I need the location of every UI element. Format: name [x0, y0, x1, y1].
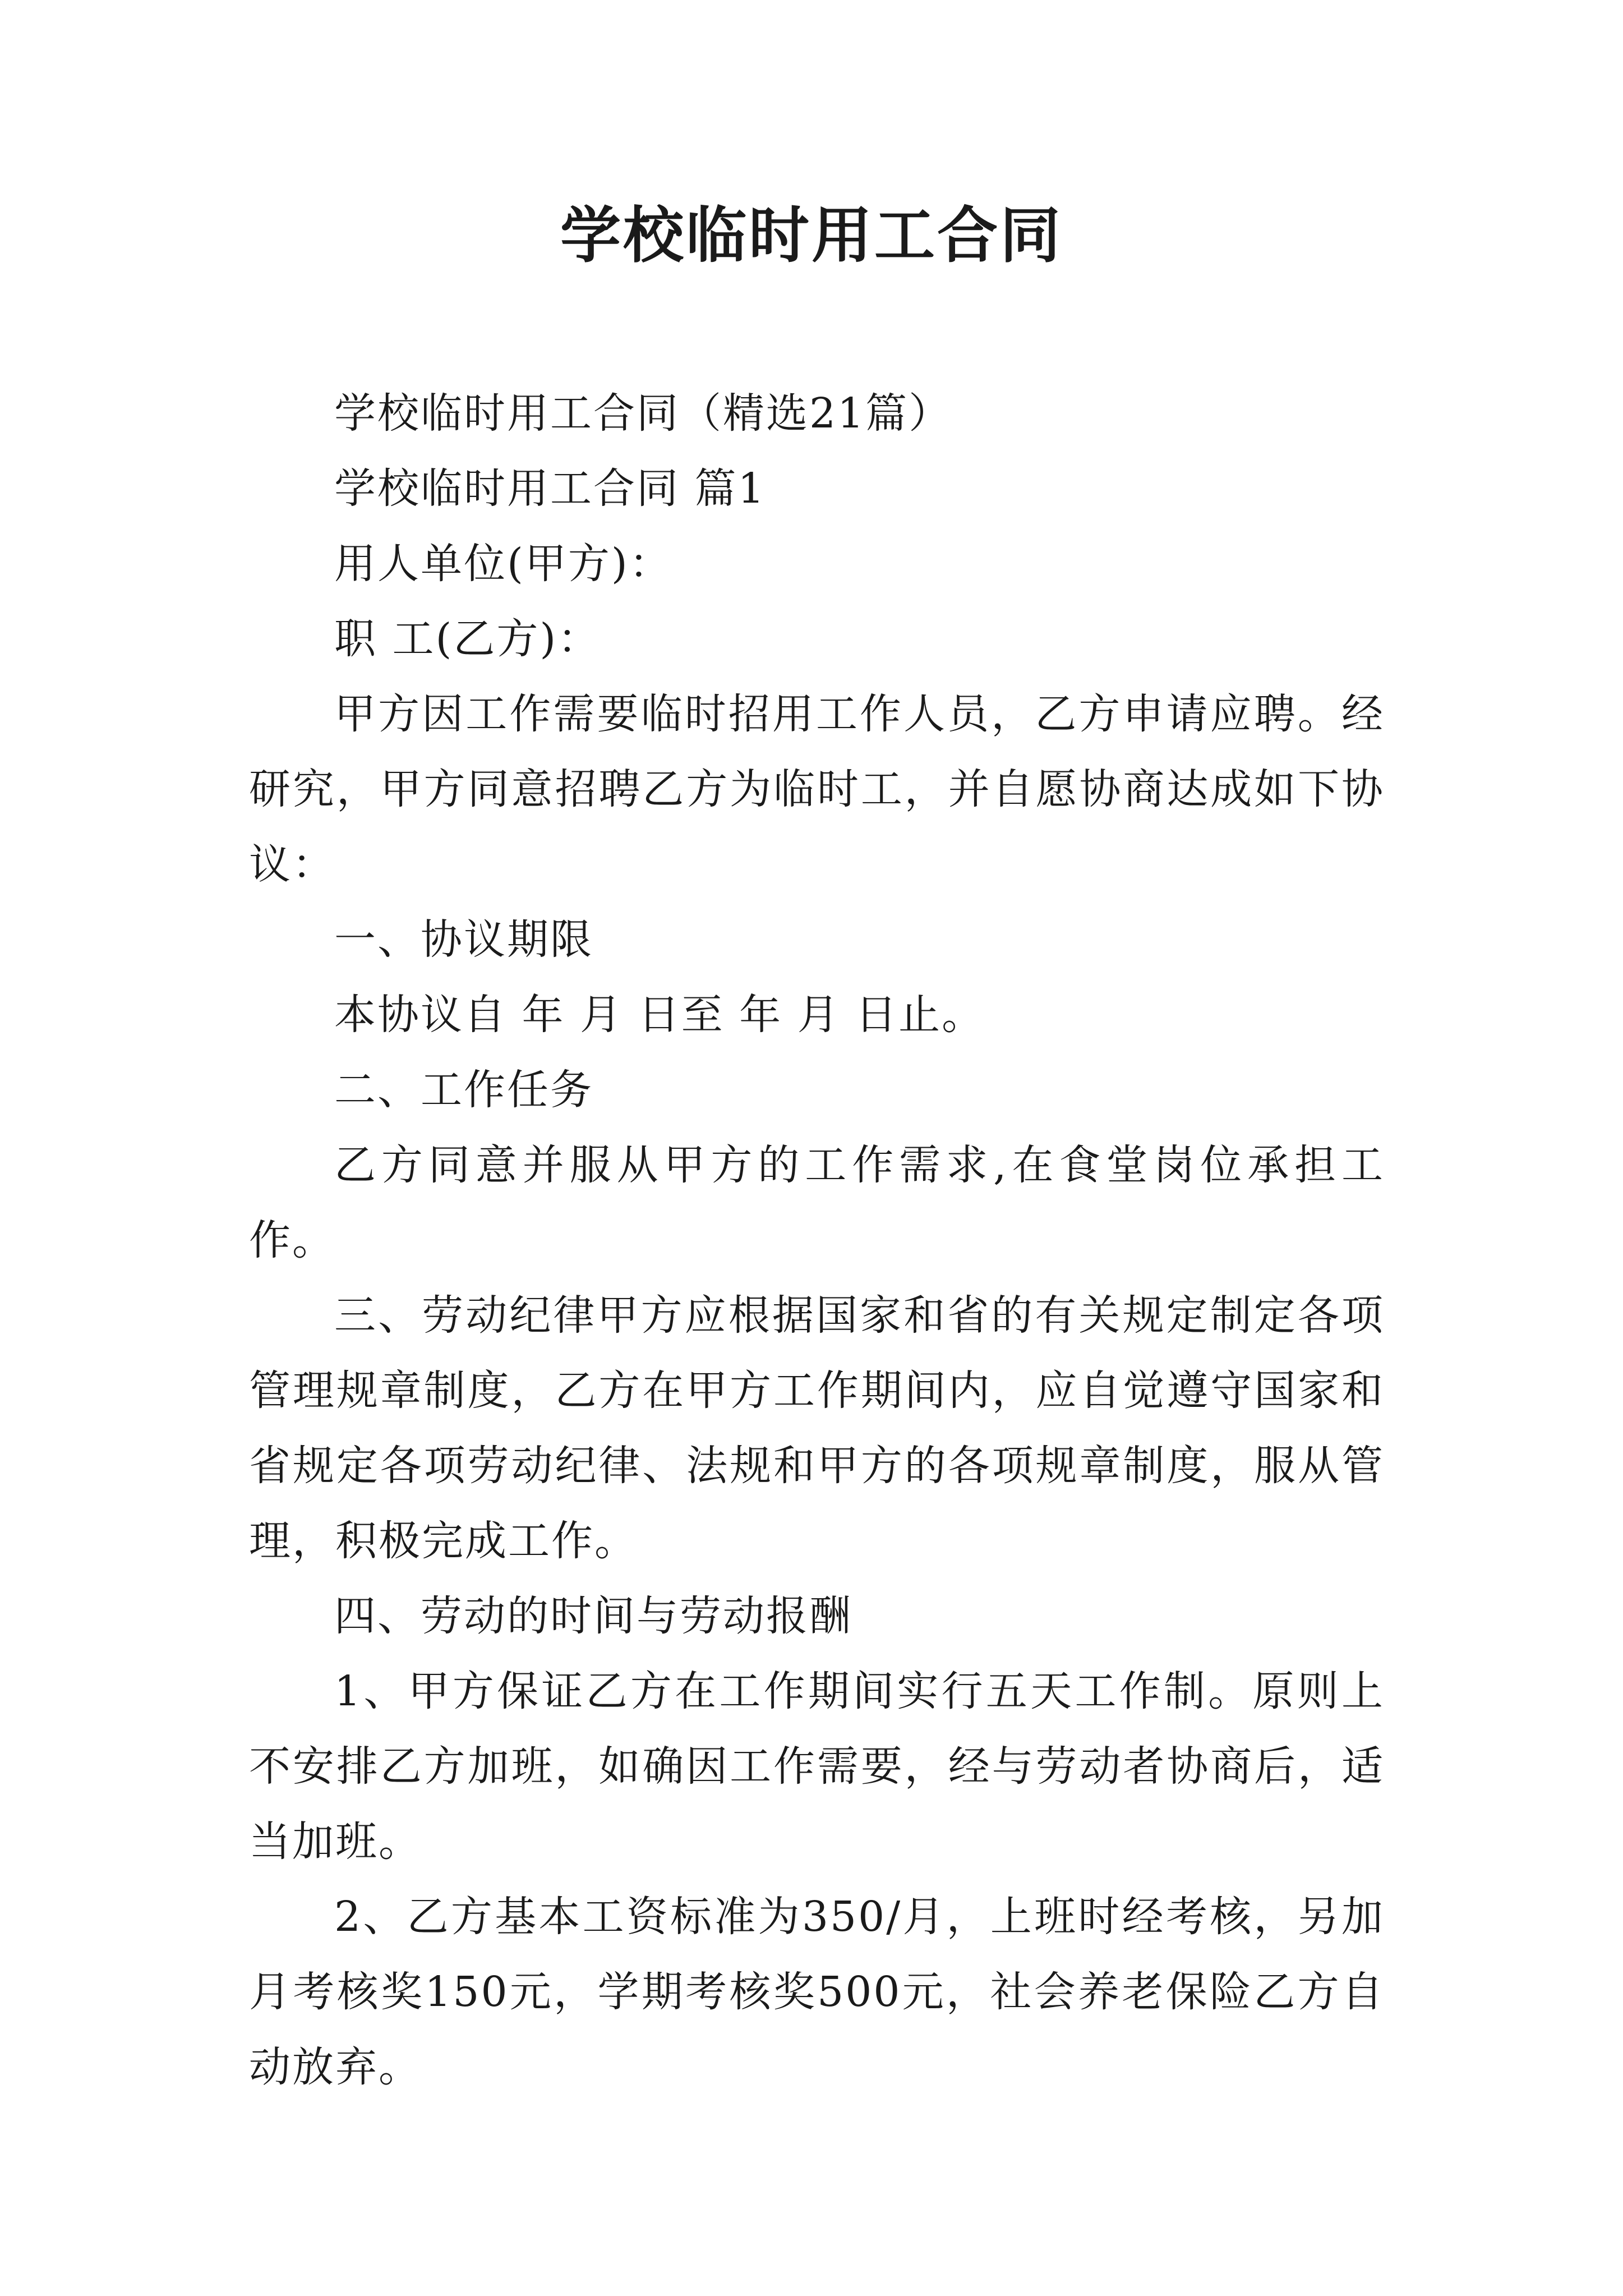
- document-title: 学校临时用工合同: [560, 200, 1063, 271]
- paragraph-heading-task: 二、工作任务: [334, 1066, 593, 1114]
- paragraph-heading-term: 一、协议期限: [334, 915, 593, 964]
- document-body: [249, 376, 1385, 2105]
- paragraph-discipline: 三、劳动纪律甲方应根据国家和省的有关规定制定各项管理规章制度，乙方在甲方工作期间内，应自觉遵守国家和省规定各项劳动纪律、法规和甲方的各项规章制度，服从管理，积极完成工作。: [249, 1291, 1385, 1565]
- paragraph-task: 乙方同意并服从甲方的工作需求,在食堂岗位承担工作。: [249, 1141, 1385, 1264]
- paragraph-pay: 2、乙方基本工资标准为350/月，上班时经考核，另加月考核奖150元，学期考核奖500元，社会养老保险乙方自动放弃。: [249, 1893, 1385, 2091]
- paragraph-employer: 用人单位(甲方)：: [334, 540, 672, 588]
- paragraph-employee: 职 工(乙方)：: [334, 615, 601, 663]
- paragraph-heading-hours-pay: 四、劳动的时间与劳动报酬: [334, 1592, 852, 1640]
- paragraph-subtitle: 学校临时用工合同（精选21篇）: [334, 389, 952, 438]
- paragraph-section-heading: 学校临时用工合同 篇1: [334, 464, 766, 513]
- paragraph-preamble: 甲方因工作需要临时招用工作人员，乙方申请应聘。经研究，甲方同意招聘乙方为临时工，并自愿协商达成如下协议：: [249, 690, 1385, 889]
- paragraph-hours: 1、甲方保证乙方在工作期间实行五天工作制。原则上不安排乙方加班，如确因工作需要，经与劳动者协商后，适当加班。: [249, 1667, 1385, 1866]
- paragraph-term: 本协议自 年 月 日至 年 月 日止。: [334, 991, 985, 1039]
